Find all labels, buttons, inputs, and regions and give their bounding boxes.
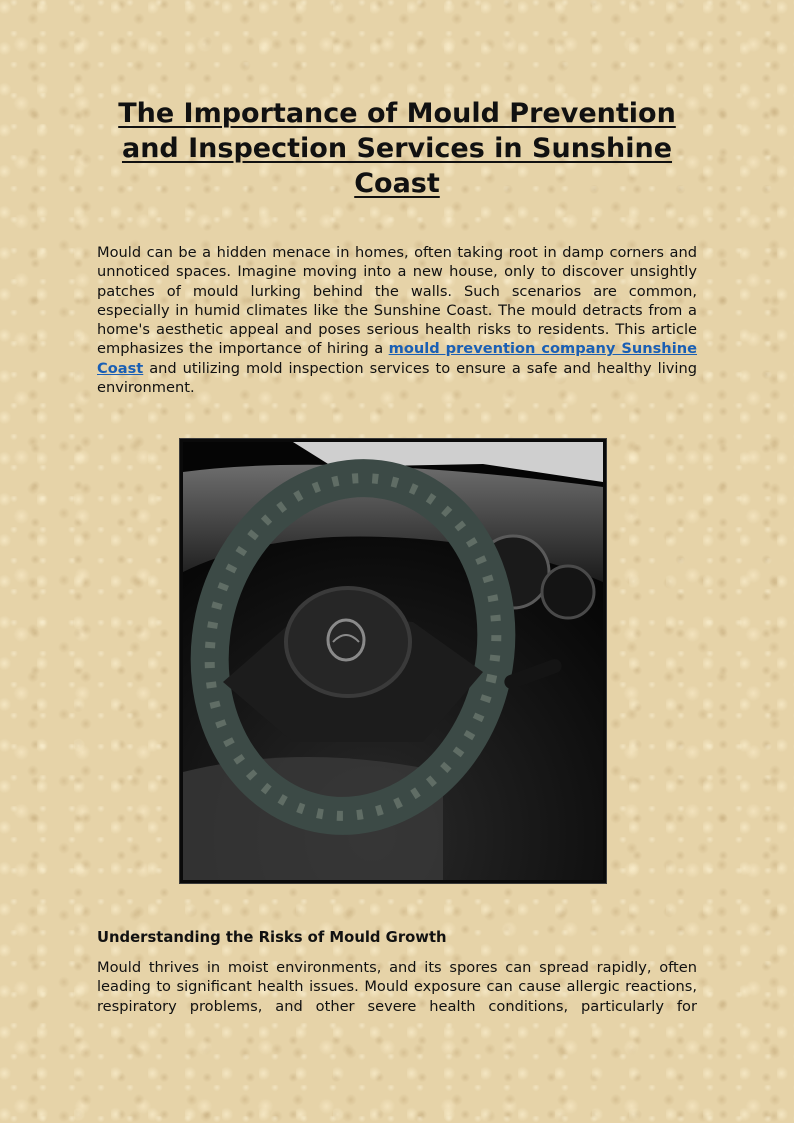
intro-text-before-link: Mould can be a hidden menace in homes, often taking root in damp corners and unnoticed spaces. Imagine moving into a new house, only to discover unsightly patches of mould lurking behind the walls. Such scenarios are common, especially in humid climates like the Sunshine Coast. The mould detracts from a home's aesthetic appeal and poses serious health risks to residents. This article emphasizes the importance of hiring a bbox=[97, 244, 697, 358]
steering-wheel-photo bbox=[180, 439, 606, 883]
steering-wheel-illustration bbox=[183, 442, 603, 880]
tachometer-dial bbox=[542, 566, 594, 618]
intro-text-after-link: and utilizing mold inspection services to ensure a safe and healthy living environment. bbox=[97, 359, 697, 397]
steering-wheel-hub bbox=[286, 588, 410, 696]
document-title: The Importance of Mould Prevention and Inspection Services in Sunshine Coast bbox=[118, 98, 676, 199]
mould-prevention-company-link[interactable]: mould prevention company Sunshine Coast bbox=[97, 340, 697, 377]
section-paragraph: Mould thrives in moist environments, and its spores can spread rapidly, often leading to significant health issues. Mould exposure can cause allergic reactions, respiratory problems, and other severe health conditions, particularly for bbox=[97, 959, 697, 1015]
intro-paragraph bbox=[97, 243, 697, 397]
document-page bbox=[97, 96, 697, 1015]
section-heading: Understanding the Risks of Mould Growth bbox=[97, 929, 447, 946]
